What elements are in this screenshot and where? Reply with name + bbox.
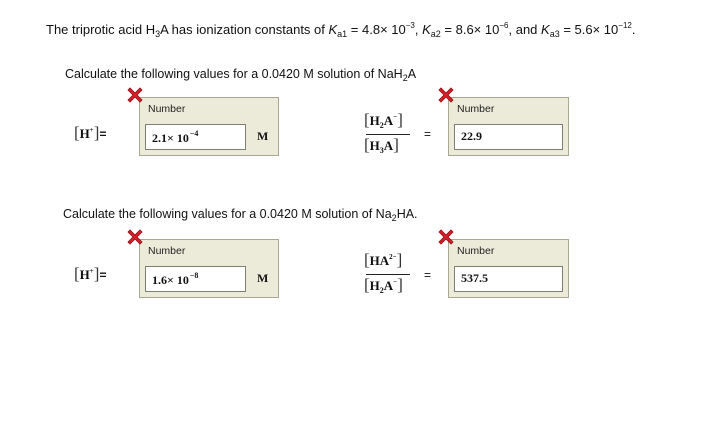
- number-label: Number: [457, 245, 495, 257]
- ratio-denominator: $[H_3A]$: [364, 135, 399, 155]
- incorrect-x-icon: [125, 85, 145, 105]
- ratio-numerator: $[HA^{2-}]$: [364, 250, 403, 269]
- part1-h-ion-label: [H+]=: [74, 123, 107, 142]
- part2-ratio-expression: [364, 250, 424, 302]
- part1-ratio-expression: [364, 110, 424, 160]
- part2-h-ion-answer-box: [139, 239, 279, 298]
- ratio-numerator: $[H_2A^-]$: [364, 110, 403, 130]
- part1-prompt: Calculate the following values for a 0.0420 M solution of NaH$_2$A: [65, 67, 417, 83]
- incorrect-x-icon: [436, 227, 456, 247]
- part2-h-ion-label: [H+]=: [74, 264, 107, 283]
- part1-ratio-answer-box: [448, 97, 569, 156]
- part1-ratio-input[interactable]: 22.9: [454, 124, 563, 150]
- unit-label: M: [257, 129, 269, 143]
- part2-prompt: Calculate the following values for a 0.0420 M solution of $Na_2HA$.: [63, 207, 418, 223]
- part2-h-ion-input[interactable]: $1.6\times 10^{-8}$: [145, 266, 246, 292]
- incorrect-x-icon: [436, 85, 456, 105]
- part2-ratio-input[interactable]: 537.5: [454, 266, 563, 292]
- number-label: Number: [148, 103, 186, 115]
- number-label: Number: [148, 245, 186, 257]
- part2-ratio-answer-box: [448, 239, 569, 298]
- number-label: Number: [457, 103, 495, 115]
- ratio-denominator: $[H_2A^-]$: [364, 275, 403, 295]
- problem-statement: The triprotic acid $H_3A$ has ionization constants of $K_{a1} = 4.8\times 10^{-3}$, $K_{a2} = 8.6\times 10^{-6}$, and $K_{a3} = 5.6\times 10^{-12}$.: [46, 21, 636, 39]
- part1-h-ion-answer-box: [139, 97, 279, 156]
- unit-label: M: [257, 271, 269, 285]
- part1-h-ion-input[interactable]: $2.1\times 10^{-4}$: [145, 124, 246, 150]
- ratio-equals: =: [424, 127, 432, 141]
- incorrect-x-icon: [125, 227, 145, 247]
- ratio-equals: =: [424, 268, 432, 282]
